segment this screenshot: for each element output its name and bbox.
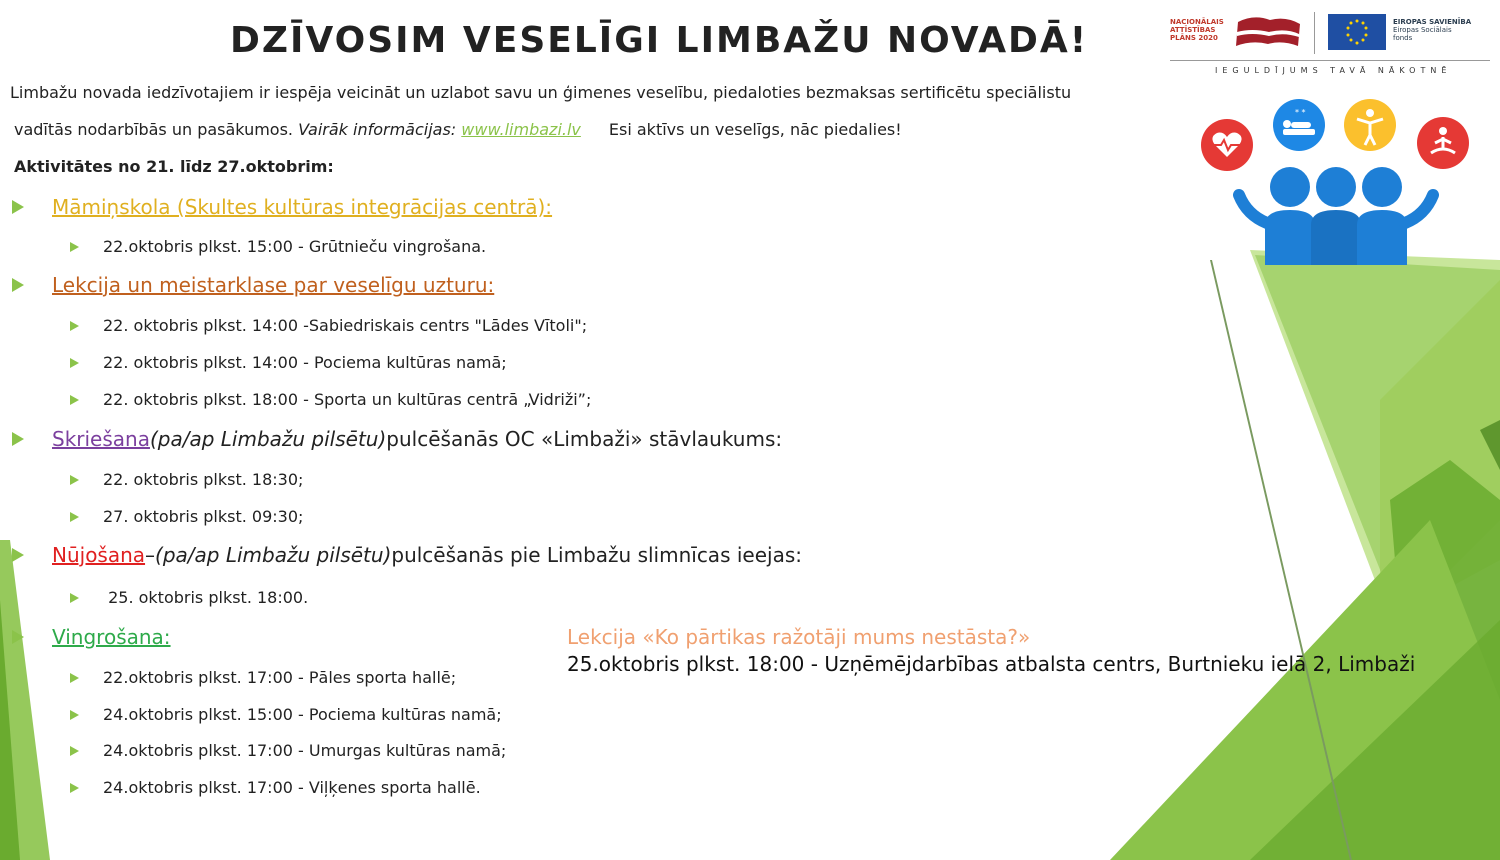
list-item [70,390,591,409]
intro-line-2 [14,120,902,139]
item-text: 22. oktobris plkst. 18:00 - Sporta un kultūras centrā „Vidriži”; [103,390,592,409]
section-skriesana-title: Skriešana [52,427,150,451]
bullet-icon [70,512,79,522]
item-text: 22.oktobris plkst. 15:00 - Grūtnieču vingrošana. [103,237,487,256]
list-item [70,588,308,607]
section-vingrosana-title: Vingrošana: [52,625,171,649]
item-text: 27. oktobris plkst. 09:30; [103,507,304,526]
bullet-icon [70,783,79,793]
eu-flag-icon [1328,14,1386,50]
bullet-icon [70,321,79,331]
svg-text:* *: * * [1295,108,1306,117]
list-item [70,778,481,797]
section-skriesana-note: (pa/ap Limbažu pilsētu) [149,427,387,451]
list-item [70,507,303,526]
intro-line-2-end: Esi aktīvs un veselīgs, nāc piedalies! [608,120,902,139]
bullet-icon [12,278,24,292]
bullet-icon [70,710,79,720]
latvia-flag-icon [1234,14,1304,50]
intro-line-2-start: vadītās nodarbībās un pasākumos. [14,120,299,139]
bullet-icon [12,548,24,562]
website-link[interactable]: www.limbazi.lv [461,120,581,139]
people-group-icon [1239,167,1433,265]
heart-pulse-icon [1201,119,1253,171]
list-item [70,353,507,372]
nap-logo-text [1170,18,1224,42]
section-skriesana [12,427,782,451]
list-item [70,316,587,335]
section-lekcija [12,273,494,297]
eu-logo-text [1393,18,1471,42]
intro-more-info: Vairāk informācijas: [298,120,462,139]
extra-lecture-details: 25.oktobris plkst. 18:00 - Uzņēmējdarbības atbalsta centrs, Burtnieku ielā 2, Limbaži [567,652,1416,676]
logo-divider [1314,12,1315,54]
bullet-icon [12,432,24,446]
section-nujosana-dash: – [145,543,156,567]
item-text: 22. oktobris plkst. 18:30; [103,470,304,489]
sleep-icon [1273,99,1325,151]
item-text: 25. oktobris plkst. 18:00. [103,588,309,607]
funding-logos [1168,10,1493,80]
item-text: 22. oktobris plkst. 14:00 - Pociema kultūras namā; [103,353,507,372]
activity-period: Aktivitātes no 21. līdz 27.oktobrim: [14,157,334,176]
page-title: DZĪVOSIM VESELĪGI LIMBAŽU NOVADĀ! [230,20,1089,61]
bullet-icon [12,200,24,214]
section-skriesana-rest: pulcēšanās OC «Limbaži» stāvlaukums: [386,427,783,451]
bullet-icon [70,475,79,485]
bullet-icon [70,358,79,368]
bullet-icon [70,593,79,603]
section-maminskola [12,195,552,219]
bullet-icon [70,746,79,756]
nap-line-1: NACIONĀLAIS [1170,18,1224,26]
eu-line-2: Eiropas Sociālais [1393,26,1452,34]
nap-line-3: PLĀNS 2020 [1170,34,1218,42]
section-lekcija-title: Lekcija un meistarklase par veselīgu uzturu: [52,273,495,297]
eu-line-1: EIROPAS SAVIENĪBA [1393,18,1472,26]
list-item [70,705,502,724]
item-text: 22.oktobris plkst. 17:00 - Pāles sporta hallē; [103,668,457,687]
intro-line-1: Limbažu novada iedzīvotajiem ir iespēja veicināt un uzlabot savu un ģimenes veselību, piedaloties bezmaksas sertificētu speciālistu [10,83,1072,102]
section-nujosana-rest: pulcēšanās pie Limbažu slimnīcas ieejas: [391,543,802,567]
bullet-icon [70,395,79,405]
eu-line-3: fonds [1393,34,1413,42]
item-text: 24.oktobris plkst. 15:00 - Pociema kultūras namā; [103,705,502,724]
bullet-icon [70,242,79,252]
item-text: 24.oktobris plkst. 17:00 - Viļķenes sporta hallē. [103,778,481,797]
list-item [70,668,456,687]
meditation-icon [1417,117,1469,169]
list-item [70,237,486,256]
section-nujosana-note: (pa/ap Limbažu pilsētu) [155,543,392,567]
logo-underline [1170,60,1490,61]
section-maminskola-title: Māmiņskola (Skultes kultūras integrācijas centrā): [52,195,553,219]
section-nujosana [12,543,802,567]
health-illustration [1195,95,1480,265]
list-item [70,470,303,489]
section-nujosana-title: Nūjošana [52,543,146,567]
bullet-icon [12,630,24,644]
list-item [70,741,506,760]
item-text: 22. oktobris plkst. 14:00 -Sabiedriskais centrs "Lādes Vītoli"; [103,316,588,335]
bullet-icon [70,673,79,683]
slogan: IEGULDĪJUMS TAVĀ NĀKOTNĒ [1215,66,1452,75]
item-text: 24.oktobris plkst. 17:00 - Umurgas kultūras namā; [103,741,507,760]
section-vingrosana [12,625,171,649]
extra-lecture-title: Lekcija «Ko pārtikas ražotāji mums nestāsta?» [567,625,1031,649]
person-icon [1344,99,1396,151]
nap-line-2: ATTĪSTĪBAS [1170,26,1216,34]
